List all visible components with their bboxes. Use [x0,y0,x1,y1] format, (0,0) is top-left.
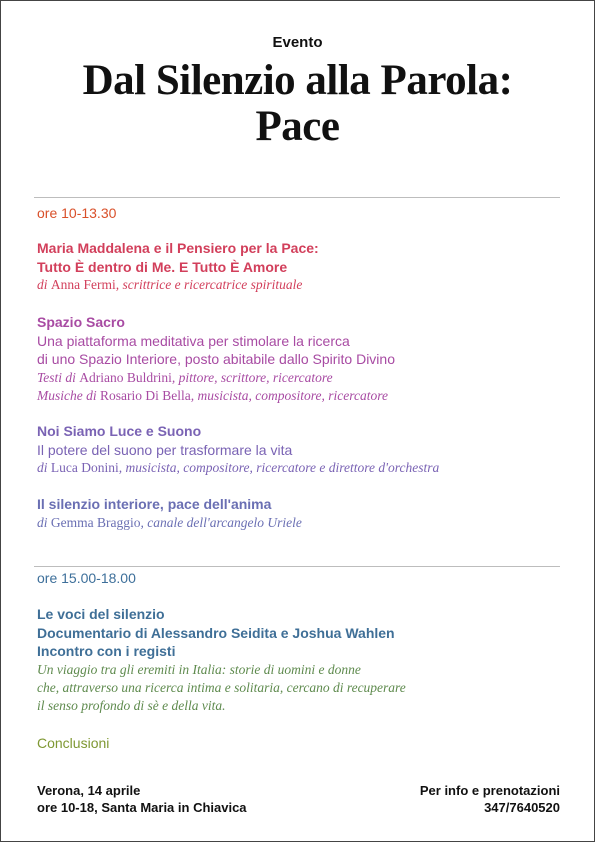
afternoon-time: ore 15.00-18.00 [37,570,136,586]
item-description-line: di uno Spazio Interiore, posto abitabile dallo Spirito Divino [37,351,395,367]
item-description-line: il senso profondo di sè e della vita. [37,698,226,713]
item-title-line: Le voci del silenzio [37,606,165,622]
credit-pre: Musiche di [37,387,100,403]
contact-info [420,782,560,816]
event-title-line-2: Pace [255,103,340,150]
item-title-line: Incontro con i registi [37,643,176,659]
item-title-line: Documentario di Alessandro Seidita e Joshua Wahlen [37,624,395,641]
item-title: Spazio Sacro [37,314,125,330]
credit-name: Adriano Buldrini [79,369,172,385]
credit-pre: Testi di [37,369,80,385]
event-title [1,58,594,150]
venue-info [37,782,247,816]
item-description-line: Il potere del suono per trasformare la vita [37,441,293,458]
item-credit [37,276,567,294]
venue-date: Verona, 14 aprile [37,783,141,798]
divider-top [34,197,560,198]
item-description-line: Un viaggio tra gli eremiti in Italia: storie di uomini e donne [37,662,361,677]
program-item-voci-del-silenzio [37,605,567,661]
program-item-luce-e-suono [37,422,567,477]
program-item-maria-maddalena [37,239,567,294]
item-description-line: Una piattaforma meditativa per stimolare la ricerca [37,332,350,349]
credit-pre: di [37,460,51,475]
credit-pre: di [37,514,51,530]
credit-role: , canale dell'arcangelo Uriele [140,514,302,530]
divider-middle [34,566,560,567]
credit-pre: di [37,277,51,292]
credit-name: Luca Donini [50,460,119,475]
conclusion: Conclusioni [37,735,110,751]
item-description-line: che, attraverso una ricerca intima e solitaria, cercano di recuperare [37,680,406,695]
credit-name: Gemma Braggio [50,514,141,530]
item-title: Il silenzio interiore, pace dell'anima [37,496,272,512]
event-title-line-1: Dal Silenzio alla Parola: [82,57,513,104]
item-title: Noi Siamo Luce e Suono [37,423,202,439]
item-description [37,661,567,715]
item-credit [37,369,567,387]
program-item-spazio-sacro [37,313,567,405]
credit-role: , scrittrice e ricercatrice spirituale [115,277,303,292]
credit-name: Anna Fermi [50,277,116,292]
credit-name: Rosario Di Bella [100,387,191,403]
contact-phone: 347/7640520 [484,800,560,815]
credit-role: , musicista, compositore, ricercatore [190,387,388,403]
credit-role: , musicista, compositore, ricercatore e direttore d'orchestra [118,460,440,475]
credit-role: , pittore, scrittore, ricercatore [171,369,333,385]
item-credit [37,387,567,405]
morning-time: ore 10-13.30 [37,205,117,221]
item-title-line: Maria Maddalena e il Pensiero per la Pace: [37,240,319,256]
program-item-silenzio-interiore [37,495,567,532]
item-title-line: Tutto È dentro di Me. E Tutto È Amore [37,258,288,275]
event-kicker: Evento [272,34,323,51]
venue-time-place: ore 10-18, Santa Maria in Chiavica [37,800,247,815]
item-credit [37,459,567,477]
item-credit [37,514,567,532]
contact-label: Per info e prenotazioni [419,783,560,798]
